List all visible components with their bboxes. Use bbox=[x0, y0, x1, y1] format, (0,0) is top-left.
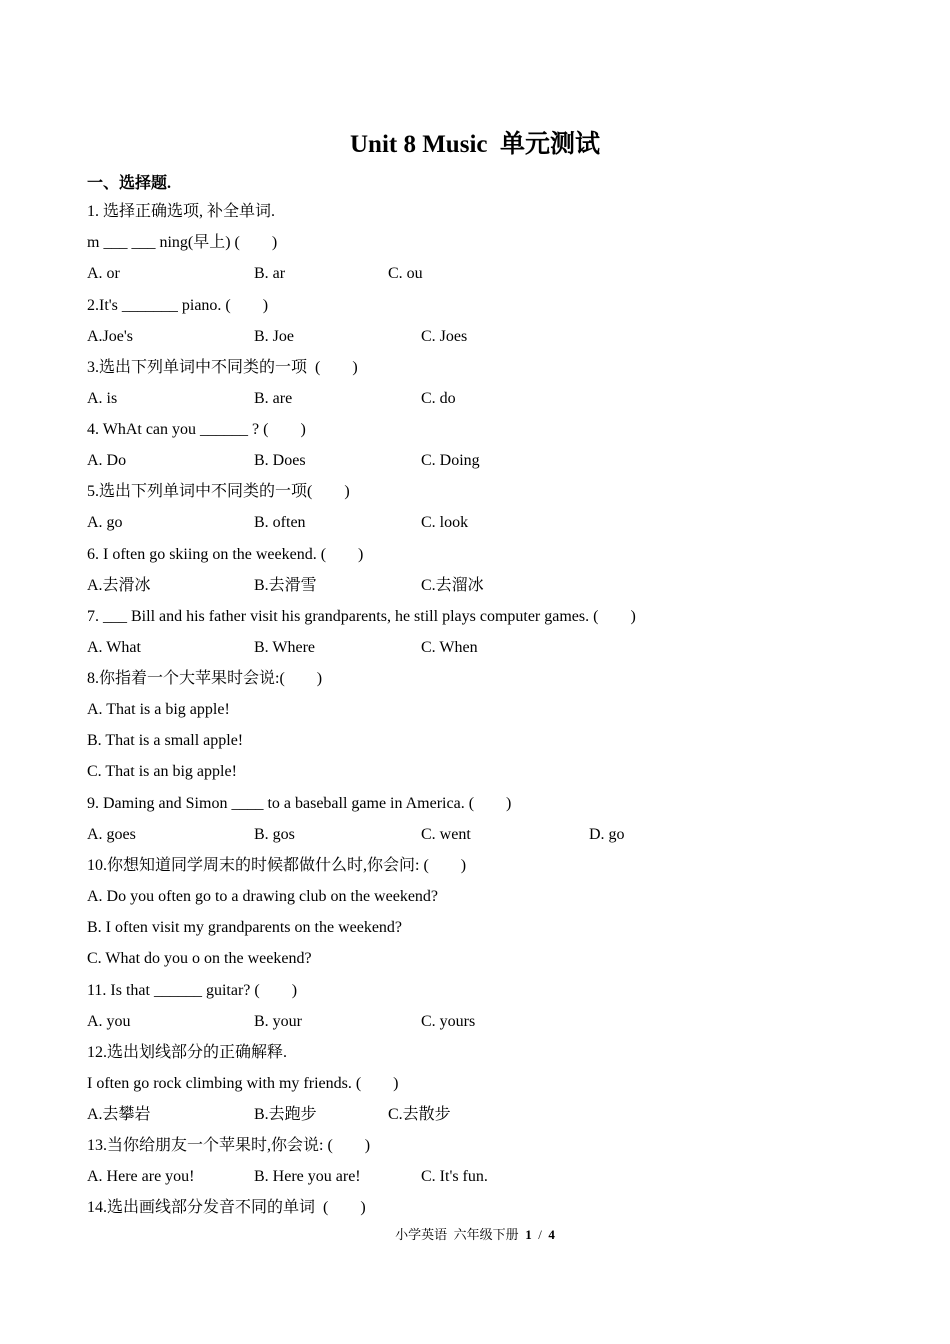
question-4-option-a: A. Do bbox=[87, 452, 127, 469]
question-3-stem: 3.选出下列单词中不同类的一项 ( ) bbox=[87, 359, 358, 376]
question-2-option-c: C. Joes bbox=[421, 328, 468, 345]
footer-separator: / bbox=[531, 1227, 549, 1242]
question-3-option-a: A. is bbox=[87, 390, 118, 407]
question-9-stem: 9. Daming and Simon ____ to a baseball game in America. ( ) bbox=[87, 795, 512, 812]
question-9-option-d: D. go bbox=[589, 826, 625, 843]
question-6-option-c: C.去溜冰 bbox=[421, 577, 484, 594]
question-7-stem: 7. ___ Bill and his father visit his grandparents, he still plays computer games. ( ) bbox=[87, 608, 636, 625]
question-9-option-a: A. goes bbox=[87, 826, 136, 843]
question-6-stem: 6. I often go skiing on the weekend. ( ) bbox=[87, 546, 364, 563]
question-13-option-b: B. Here you are! bbox=[254, 1168, 361, 1185]
question-4-option-b: B. Does bbox=[254, 452, 306, 469]
question-4-option-c: C. Doing bbox=[421, 452, 480, 469]
question-10-option-a: A. Do you often go to a drawing club on the weekend? bbox=[87, 888, 439, 905]
question-10-stem: 10.你想知道同学周末的时候都做什么时,你会问: ( ) bbox=[87, 857, 467, 874]
question-6-option-a: A.去滑冰 bbox=[87, 577, 151, 594]
question-7-option-b: B. Where bbox=[254, 639, 316, 656]
question-11-option-b: B. your bbox=[254, 1013, 302, 1030]
question-5-stem: 5.选出下列单词中不同类的一项( ) bbox=[87, 483, 350, 500]
question-12-option-b: B.去跑步 bbox=[254, 1106, 317, 1123]
question-11-option-c: C. yours bbox=[421, 1013, 476, 1030]
question-10-option-c: C. What do you o on the weekend? bbox=[87, 950, 312, 967]
question-8-option-a: A. That is a big apple! bbox=[87, 701, 230, 718]
page-title: Unit 8 Music 单元测试 bbox=[349, 131, 600, 158]
question-12-option-a: A.去攀岩 bbox=[87, 1106, 151, 1123]
footer-page-number: 1 bbox=[525, 1227, 532, 1242]
question-2-option-a: A.Joe's bbox=[87, 328, 133, 345]
question-8-option-b: B. That is a small apple! bbox=[87, 732, 244, 749]
question-13-option-a: A. Here are you! bbox=[87, 1168, 195, 1185]
question-7-option-c: C. When bbox=[421, 639, 478, 656]
question-5-option-c: C. look bbox=[421, 514, 469, 531]
question-5-option-b: B. often bbox=[254, 514, 306, 531]
footer-label: 小学英语 六年级下册 bbox=[395, 1227, 526, 1242]
question-1-option-a: A. or bbox=[87, 265, 120, 282]
question-9-option-b: B. gos bbox=[254, 826, 295, 843]
question-3-option-c: C. do bbox=[421, 390, 456, 407]
page-footer bbox=[0, 1224, 950, 1243]
question-1-option-b: B. ar bbox=[254, 265, 286, 282]
footer-page-total: 4 bbox=[548, 1227, 555, 1242]
question-1-option-c: C. ou bbox=[388, 265, 423, 282]
question-10-option-b: B. I often visit my grandparents on the weekend? bbox=[87, 919, 403, 936]
question-12-stem: 12.选出划线部分的正确解释. bbox=[87, 1044, 288, 1061]
question-14-stem: 14.选出画线部分发音不同的单词 ( ) bbox=[87, 1199, 366, 1216]
question-11-option-a: A. you bbox=[87, 1013, 131, 1030]
question-8-stem: 8.你指着一个大苹果时会说:( ) bbox=[87, 670, 323, 687]
question-8-option-c: C. That is an big apple! bbox=[87, 763, 237, 780]
question-5-option-a: A. go bbox=[87, 514, 123, 531]
question-13-stem: 13.当你给朋友一个苹果时,你会说: ( ) bbox=[87, 1137, 371, 1154]
question-11-stem: 11. Is that ______ guitar? ( ) bbox=[87, 982, 298, 999]
question-2-stem: 2.It's _______ piano. ( ) bbox=[87, 297, 269, 314]
question-13-option-c: C. It's fun. bbox=[421, 1168, 488, 1185]
question-1-subline: m ___ ___ ning(早上) ( ) bbox=[87, 234, 278, 251]
question-3-option-b: B. are bbox=[254, 390, 293, 407]
question-7-option-a: A. What bbox=[87, 639, 141, 656]
question-2-option-b: B. Joe bbox=[254, 328, 294, 345]
question-4-stem: 4. WhAt can you ______ ? ( ) bbox=[87, 421, 306, 438]
question-1-stem: 1. 选择正确选项, 补全单词. bbox=[87, 203, 276, 220]
question-12-option-c: C.去散步 bbox=[388, 1106, 451, 1123]
section-heading: 一、选择题. bbox=[87, 175, 172, 192]
question-6-option-b: B.去滑雪 bbox=[254, 577, 317, 594]
question-12-subline: I often go rock climbing with my friends. ( ) bbox=[87, 1075, 399, 1092]
question-9-option-c: C. went bbox=[421, 826, 471, 843]
